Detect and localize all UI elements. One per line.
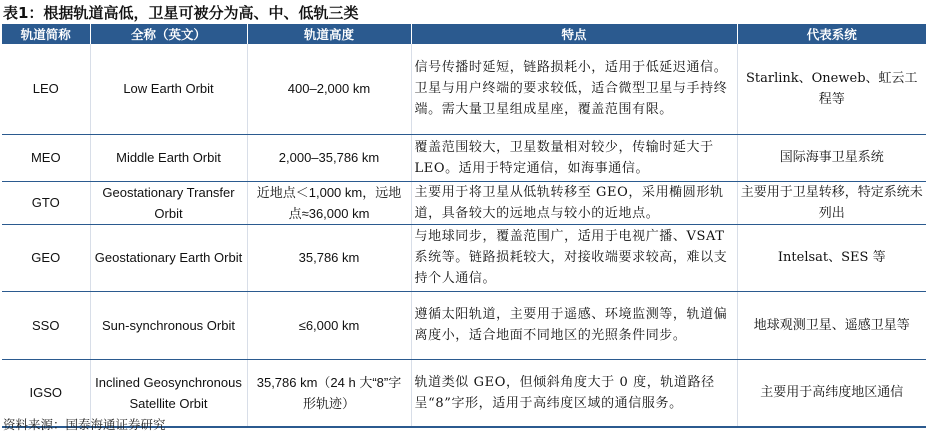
table-row xyxy=(2,181,926,224)
cell-abbreviation: SSO xyxy=(2,291,90,359)
cell-abbreviation: GTO xyxy=(2,181,90,224)
cell-systems: Starlink、Oneweb、虹云工程等 xyxy=(737,44,926,134)
cell-altitude: 2,000–35,786 km xyxy=(247,134,411,181)
cell-full-name: Inclined Geosynchronous Satellite Orbit xyxy=(90,359,247,427)
cell-features: 信号传播时延短，链路损耗小，适用于低延迟通信。卫星与用户终端的要求较低，适合微型卫星与手持终端。需大量卫星组成星座，覆盖范围有限。 xyxy=(411,44,737,134)
header-features: 特点 xyxy=(411,24,737,44)
table-title: 表1：根据轨道高低，卫星可被分为高、中、低轨三类 xyxy=(3,4,359,22)
table-row xyxy=(2,291,926,359)
table-header-row xyxy=(2,24,926,44)
cell-systems: 主要用于卫星转移，特定系统未列出 xyxy=(737,181,926,224)
table-row xyxy=(2,134,926,181)
table-row xyxy=(2,44,926,134)
cell-altitude: ≤6,000 km xyxy=(247,291,411,359)
cell-altitude: 35,786 km xyxy=(247,224,411,291)
cell-altitude: 400–2,000 km xyxy=(247,44,411,134)
header-full-name: 全称（英文） xyxy=(90,24,247,44)
cell-systems: 国际海事卫星系统 xyxy=(737,134,926,181)
cell-full-name: Sun-synchronous Orbit xyxy=(90,291,247,359)
cell-systems: Intelsat、SES 等 xyxy=(737,224,926,291)
header-abbreviation: 轨道简称 xyxy=(2,24,90,44)
cell-systems: 主要用于高纬度地区通信 xyxy=(737,359,926,427)
header-systems: 代表系统 xyxy=(737,24,926,44)
cell-full-name: Low Earth Orbit xyxy=(90,44,247,134)
cell-full-name: Middle Earth Orbit xyxy=(90,134,247,181)
cell-features: 覆盖范围较大，卫星数量相对较少，传输时延大于 LEO。适用于特定通信，如海事通信。 xyxy=(411,134,737,181)
table-row xyxy=(2,224,926,291)
cell-full-name: Geostationary Transfer Orbit xyxy=(90,181,247,224)
cell-abbreviation: MEO xyxy=(2,134,90,181)
cell-abbreviation: GEO xyxy=(2,224,90,291)
header-altitude: 轨道高度 xyxy=(247,24,411,44)
cell-abbreviation: LEO xyxy=(2,44,90,134)
cell-features: 主要用于将卫星从低轨转移至 GEO，采用椭圆形轨道，具备较大的远地点与较小的近地点。 xyxy=(411,181,737,224)
cell-altitude: 35,786 km（24 h 大“8”字形轨迹） xyxy=(247,359,411,427)
cell-features: 与地球同步，覆盖范围广，适用于电视广播、VSAT 系统等。链路损耗较大，对接收端要求较高，难以支持个人通信。 xyxy=(411,224,737,291)
cell-features: 轨道类似 GEO，但倾斜角度大于 0 度，轨道路径呈“8”字形，适用于高纬度区域的通信服务。 xyxy=(411,359,737,427)
cell-altitude: 近地点＜1,000 km，远地点≈36,000 km xyxy=(247,181,411,224)
cell-features: 遵循太阳轨道，主要用于遥感、环境监测等，轨道偏离度小，适合地面不同地区的光照条件同步。 xyxy=(411,291,737,359)
cell-full-name: Geostationary Earth Orbit xyxy=(90,224,247,291)
source-note: 资料来源：国泰海通证券研究 xyxy=(3,417,166,432)
orbit-classification-table xyxy=(2,24,926,428)
cell-systems: 地球观测卫星、遥感卫星等 xyxy=(737,291,926,359)
cell-abbreviation: IGSO xyxy=(2,359,90,427)
